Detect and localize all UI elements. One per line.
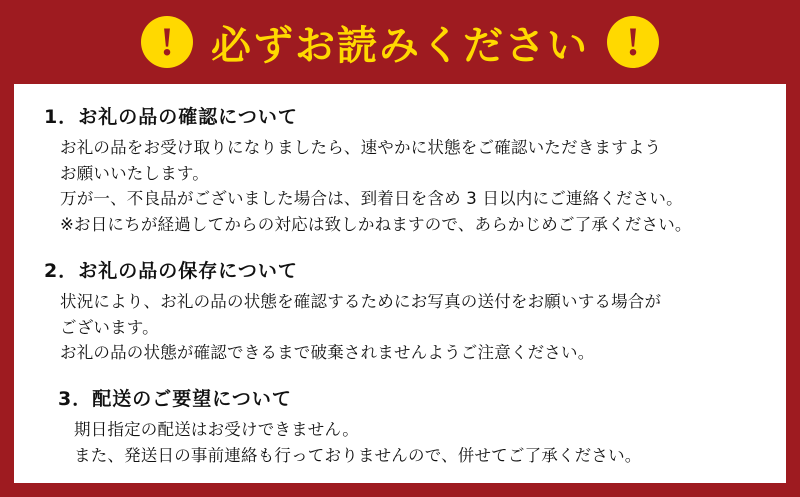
page-header — [0, 0, 800, 80]
section-1-line-2: お願いいたします。 — [60, 163, 209, 183]
notice-section-1 — [34, 102, 766, 238]
section-1-heading: 1．お礼の品の確認について — [44, 106, 298, 128]
section-2-line-1: 状況により、お礼の品の状態を確認するためにお写真の送付をお願いする場合が — [60, 291, 662, 311]
section-1-line-4: ※お日にちが経過してからの対応は致しかねますので、あらかじめご了承ください。 — [60, 215, 692, 235]
exclamation-mark-icon-right: ! — [607, 16, 659, 68]
notice-section-3 — [34, 384, 766, 468]
exclamation-mark-icon-left: ! — [141, 16, 193, 68]
section-2-line-3: お礼の品の状態が確認できるまで破棄されませんようご注意ください。 — [60, 343, 595, 363]
section-3-line-1: 期日指定の配送はお受けできません。 — [74, 420, 359, 440]
page-title: 必ずお読みください — [211, 22, 589, 69]
notice-section-2 — [34, 256, 766, 366]
section-2-line-2: ございます。 — [60, 317, 159, 337]
section-3-heading: 3．配送のご要望について — [58, 388, 292, 411]
section-3-line-2: また、発送日の事前連絡も行っておりませんので、併せてご了承ください。 — [74, 445, 642, 465]
section-2-heading: 2．お礼の品の保存について — [44, 259, 298, 282]
section-1-line-3: 万が一、不良品がございました場合は、到着日を含め 3 日以内にご連絡ください。 — [60, 189, 683, 209]
notice-panel — [14, 84, 786, 483]
section-1-line-1: お礼の品をお受け取りになりましたら、速やかに状態をご確認いただきますよう — [60, 138, 662, 157]
